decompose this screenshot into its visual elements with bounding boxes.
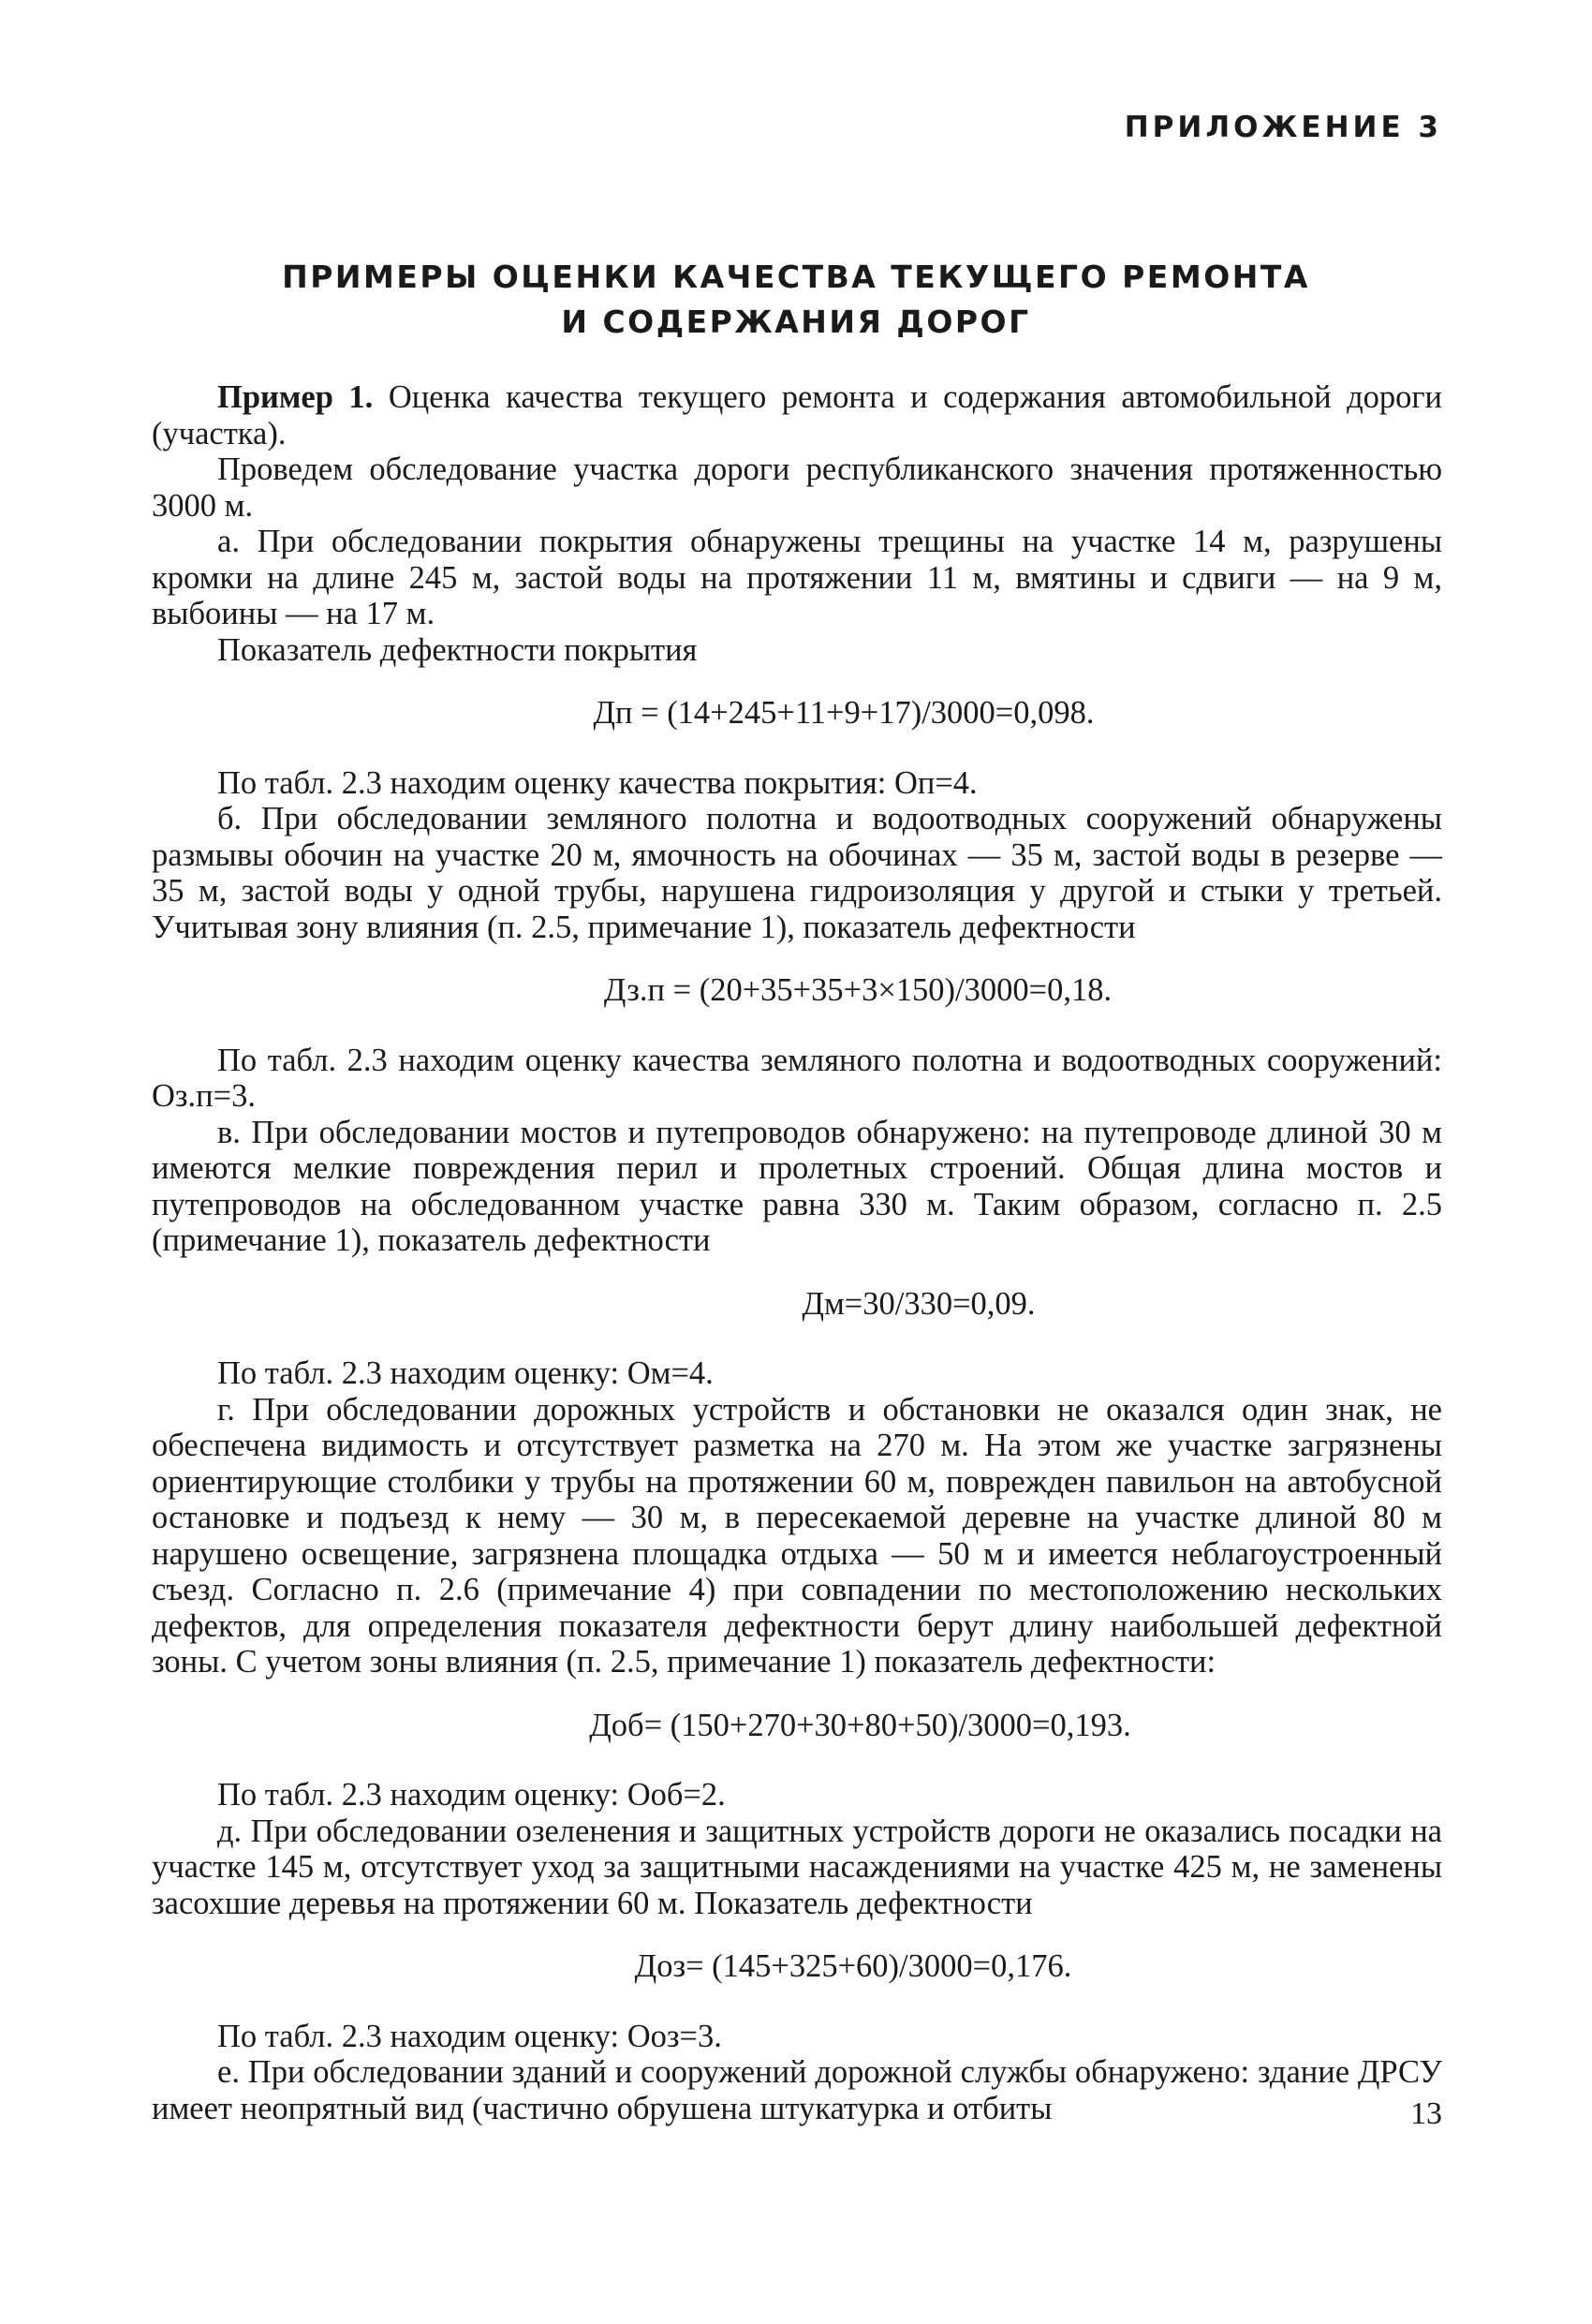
paragraph-c: в. При обследовании мостов и путепроводов обнаружено: на путепроводе длиной 30 м имеются мелкие повреждения перил и пролетных строений. Общая длина мостов и путепроводов на обследованном участке равна 330 м. Таким образом, согласно п. 2.5 (примечание 1), показатель дефектности [152, 1114, 1442, 1258]
paragraph-b-result: По табл. 2.3 находим оценку качества земляного полотна и водоотводных сооружений: Оз.п=3. [152, 1042, 1442, 1114]
paragraph-e: д. При обследовании озеленения и защитных устройств дороги не оказались посадки на участке 145 м, отсутствует уход за защитными насаждениями на участке 425 м, не заменены засохшие деревья на протяжении 60 м. Показатель дефектности [152, 1813, 1442, 1921]
page-title [150, 255, 1442, 345]
paragraph-e-result: По табл. 2.3 находим оценку: Ооз=3. [217, 2018, 722, 2054]
document-body [152, 379, 1442, 2126]
appendix-heading: ПРИЛОЖЕНИЕ 3 [1124, 111, 1442, 144]
example-intro-paragraph [152, 379, 1442, 451]
paragraph-d: г. При обследовании дорожных устройств и обстановки не оказался один знак, не обеспечена видимость и отсутствует разметка на 270 м. На этом же участке загрязнены ориентирующие столбики у трубы на протяжении 60 м, поврежден павильон на автобусной остановке и подъезд к нему — 30 м, в пересекаемой деревне на участке длиной 80 м нарушено освещение, загрязнена площадка отдыха — 50 м и имеется неблагоустроенный съезд. Согласно п. 2.6 (примечание 4) при совпадении по местоположению нескольких дефектов, для определения показателя дефектности берут длину наибольшей дефектной зоны. С учетом зоны влияния (п. 2.5, примечание 1) показатель дефектности: [152, 1391, 1442, 1680]
paragraph-f: е. При обследовании зданий и сооружений дорожной службы обнаружено: здание ДРСУ имеет неопрятный вид (частично обрушена штукатурка и отбиты [152, 2054, 1442, 2126]
formula-road-furniture: Доб= (150+270+30+80+50)/3000=0,193. [589, 1707, 1131, 1743]
survey-paragraph: Проведем обследование участка дороги республиканского значения протяженностью 3000 м. [152, 451, 1442, 524]
example-intro-text: Оценка качества текущего ремонта и содержания автомобильной дороги (участка). [152, 379, 1442, 451]
formula-pavement: Дп = (14+245+11+9+17)/3000=0,098. [593, 695, 1095, 731]
formula-bridges: Дм=30/330=0,09. [802, 1285, 1036, 1322]
paragraph-a: а. При обследовании покрытия обнаружены трещины на участке 14 м, разрушены кромки на длине 245 м, застой воды на протяжении 11 м, вмятины и сдвиги — на 9 м, выбоины — на 17 м. [152, 524, 1442, 631]
title-line-1: ПРИМЕРЫ ОЦЕНКИ КАЧЕСТВА ТЕКУЩЕГО РЕМОНТА [282, 259, 1310, 295]
title-line-2: И СОДЕРЖАНИЯ ДОРОГ [561, 303, 1031, 340]
paragraph-c-result: По табл. 2.3 находим оценку: Ом=4. [217, 1355, 714, 1391]
paragraph-d-result: По табл. 2.3 находим оценку: Ооб=2. [217, 1777, 726, 1813]
page-number: 13 [1410, 2096, 1442, 2131]
paragraph-b: б. При обследовании земляного полотна и водоотводных сооружений обнаружены размывы обочин на участке 20 м, ямочность на обочинах — 35 м, застой воды в резерве — 35 м, застой воды у одной трубы, нарушена гидроизоляция у другой и стыки у третьей. Учитывая зону влияния (п. 2.5, примечание 1), показатель дефектности [152, 801, 1442, 945]
formula-greenery: Доз= (145+325+60)/3000=0,176. [634, 1948, 1072, 1984]
example-label: Пример 1. [217, 379, 374, 415]
formula-earthwork: Дз.п = (20+35+35+3×150)/3000=0,18. [603, 972, 1113, 1008]
paragraph-a-indicator: Показатель дефектности покрытия [217, 631, 698, 668]
paragraph-a-result: По табл. 2.3 находим оценку качества покрытия: Оп=4. [217, 764, 978, 801]
